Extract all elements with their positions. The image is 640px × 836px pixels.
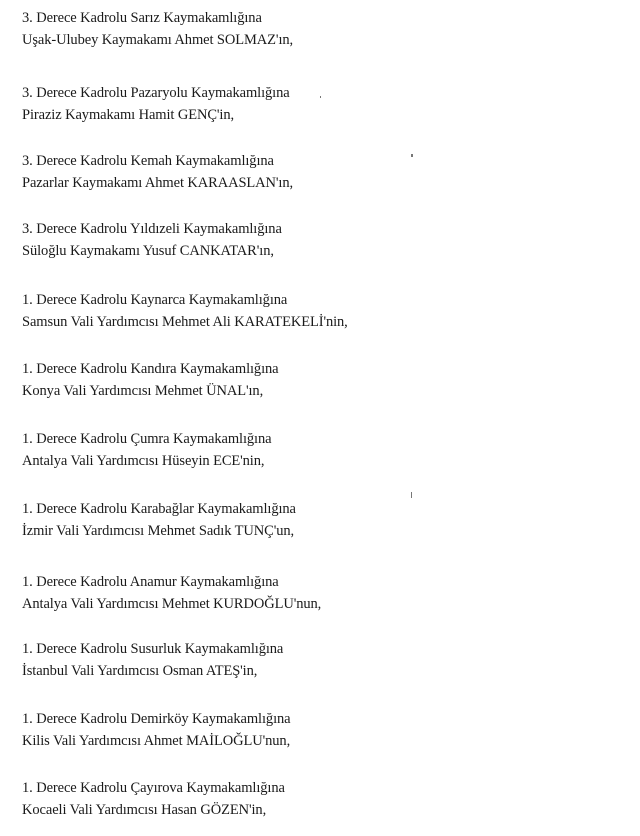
appointment-entry [22, 428, 622, 472]
entry-appointee-line: Piraziz Kaymakamı Hamit GENÇ'in, [22, 107, 235, 123]
entry-appointee-line: Pazarlar Kaymakamı Ahmet KARAASLAN'ın, [22, 175, 294, 191]
appointment-entry [22, 358, 622, 402]
scan-speck [411, 154, 413, 157]
entry-appointee-line: Samsun Vali Yardımcısı Mehmet Ali KARATEKELİ'nin, [22, 314, 348, 330]
entry-position-line: 3. Derece Kadrolu Yıldızeli Kaymakamlığına [22, 221, 282, 237]
entry-appointee-line: Uşak-Ulubey Kaymakamı Ahmet SOLMAZ'ın, [22, 32, 294, 48]
appointment-entry [22, 289, 622, 333]
appointment-entry [22, 638, 622, 682]
entry-position-line: 1. Derece Kadrolu Kandıra Kaymakamlığına [22, 361, 279, 377]
entry-position-line: 1. Derece Kadrolu Demirköy Kaymakamlığına [22, 711, 291, 727]
entry-position-line: 1. Derece Kadrolu Çumra Kaymakamlığına [22, 431, 272, 447]
entry-appointee-line: Süloğlu Kaymakamı Yusuf CANKATAR'ın, [22, 243, 274, 259]
appointment-entry [22, 150, 622, 194]
entry-appointee-line: İstanbul Vali Yardımcısı Osman ATEŞ'in, [22, 663, 258, 679]
entry-position-line: 3. Derece Kadrolu Pazaryolu Kaymakamlığına [22, 85, 290, 101]
entry-appointee-line: Kocaeli Vali Yardımcısı Hasan GÖZEN'in, [22, 802, 267, 818]
entry-position-line: 1. Derece Kadrolu Anamur Kaymakamlığına [22, 574, 279, 590]
entry-position-line: 1. Derece Kadrolu Kaynarca Kaymakamlığına [22, 292, 288, 308]
appointment-entry [22, 218, 622, 262]
entry-position-line: 3. Derece Kadrolu Kemah Kaymakamlığına [22, 153, 274, 169]
appointment-entry [22, 7, 622, 51]
entry-appointee-line: Kilis Vali Yardımcısı Ahmet MAİLOĞLU'nun, [22, 733, 291, 749]
entry-position-line: 1. Derece Kadrolu Susurluk Kaymakamlığına [22, 641, 284, 657]
appointment-entry [22, 498, 622, 542]
appointment-entry [22, 82, 622, 126]
entry-appointee-line: İzmir Vali Yardımcısı Mehmet Sadık TUNÇ'un, [22, 523, 295, 539]
entry-position-line: 1. Derece Kadrolu Çayırova Kaymakamlığına [22, 780, 285, 796]
scan-speck [411, 492, 412, 498]
entry-position-line: 1. Derece Kadrolu Karabağlar Kaymakamlığına [22, 501, 296, 517]
entry-appointee-line: Konya Vali Yardımcısı Mehmet ÜNAL'ın, [22, 383, 264, 399]
appointment-entry [22, 571, 622, 615]
entry-appointee-line: Antalya Vali Yardımcısı Mehmet KURDOĞLU'nun, [22, 596, 322, 612]
entry-appointee-line: Antalya Vali Yardımcısı Hüseyin ECE'nin, [22, 453, 265, 469]
appointment-entry [22, 708, 622, 752]
entry-position-line: 3. Derece Kadrolu Sarız Kaymakamlığına [22, 10, 262, 26]
appointment-entry [22, 777, 622, 821]
scan-speck [320, 96, 321, 98]
